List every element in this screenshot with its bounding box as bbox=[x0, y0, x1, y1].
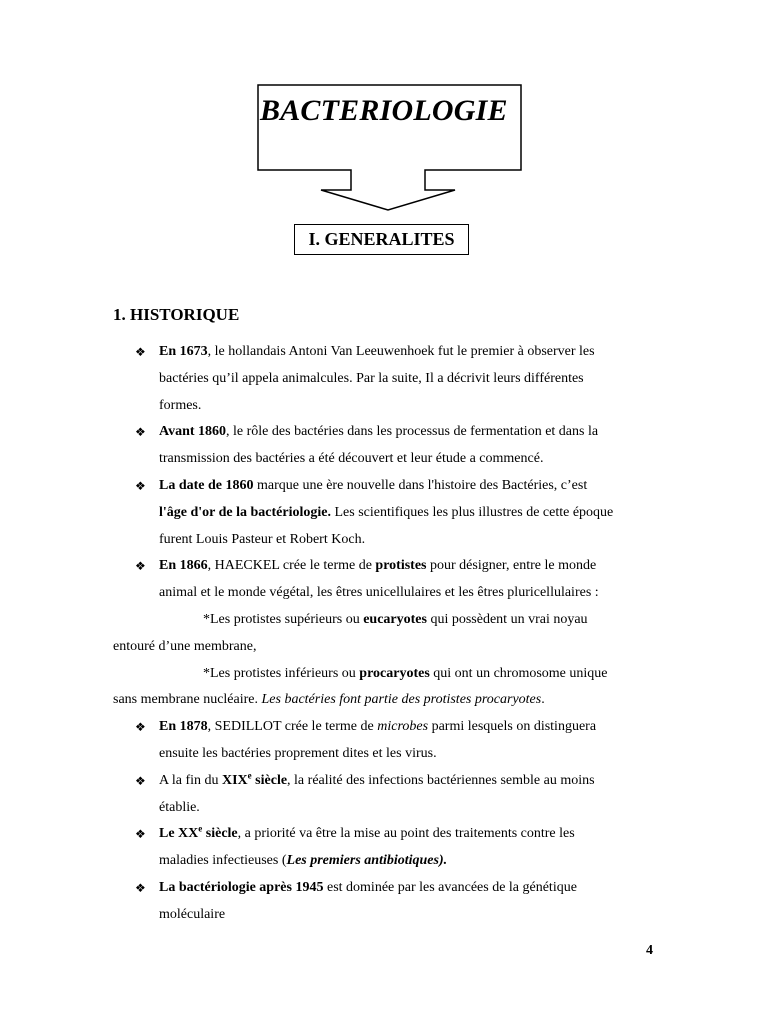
list-item: ❖ A la fin du XIXe siècle, la réalité des infections bactériennes semble au moins établie. bbox=[113, 768, 658, 822]
list-item: ❖ En 1878, SEDILLOT crée le terme de microbes parmi lesquels on distinguera ensuite les bactéries proprement dites et les virus. bbox=[113, 714, 658, 768]
document-body bbox=[113, 339, 658, 929]
section-title: I. GENERALITES bbox=[294, 224, 469, 255]
diamond-bullet-icon: ❖ bbox=[135, 720, 146, 735]
diamond-bullet-icon: ❖ bbox=[135, 827, 146, 842]
list-item: ❖ En 1866, HAECKEL crée le terme de protistes pour désigner, entre le monde animal et le monde végétal, les êtres unicellulaires et les êtres pluricellulaires : bbox=[113, 553, 658, 607]
list-item: ❖ En 1673, le hollandais Antoni Van Leeuwenhoek fut le premier à observer les bactéries qu’il appela animalcules. Par la suite, Il a décrivit leurs différentes formes. bbox=[113, 339, 658, 419]
list-item: ❖ La date de 1860 marque une ère nouvelle dans l'histoire des Bactéries, c’est l'âge d'or de la bactériologie. Les scientifiques les plus illustres de cette époque furent Louis Pasteur et Robert Koch. bbox=[113, 473, 658, 553]
diamond-bullet-icon: ❖ bbox=[135, 425, 146, 440]
sub-paragraph-eucaryotes: *Les protistes supérieurs ou eucaryotes qui possèdent un vrai noyau entouré d’une membrane, bbox=[113, 611, 588, 654]
list-item: ❖ Le XXe siècle, a priorité va être la mise au point des traitements contre les maladies infectieuses (Les premiers antibiotiques). bbox=[113, 821, 658, 875]
diamond-bullet-icon: ❖ bbox=[135, 345, 146, 359]
page-number: 4 bbox=[646, 943, 653, 958]
list-item: ❖ La bactériologie après 1945 est dominée par les avancées de la génétique moléculaire bbox=[113, 875, 658, 929]
diamond-bullet-icon: ❖ bbox=[135, 559, 146, 574]
section-heading: 1. HISTORIQUE bbox=[113, 305, 240, 324]
sub-paragraph-procaryotes: *Les protistes inférieurs ou procaryotes qui ont un chromosome unique sans membrane nucléaire. Les bactéries font partie des protistes procaryotes. bbox=[113, 665, 608, 708]
page-title: BACTERIOLOGIE bbox=[260, 94, 508, 127]
list-item: ❖ Avant 1860, le rôle des bactéries dans les processus de fermentation et dans la transmission des bactéries a été découvert et leur étude a commencé. bbox=[113, 419, 658, 473]
diamond-bullet-icon: ❖ bbox=[135, 880, 146, 895]
diamond-bullet-icon: ❖ bbox=[135, 478, 146, 493]
diamond-bullet-icon: ❖ bbox=[135, 773, 146, 788]
